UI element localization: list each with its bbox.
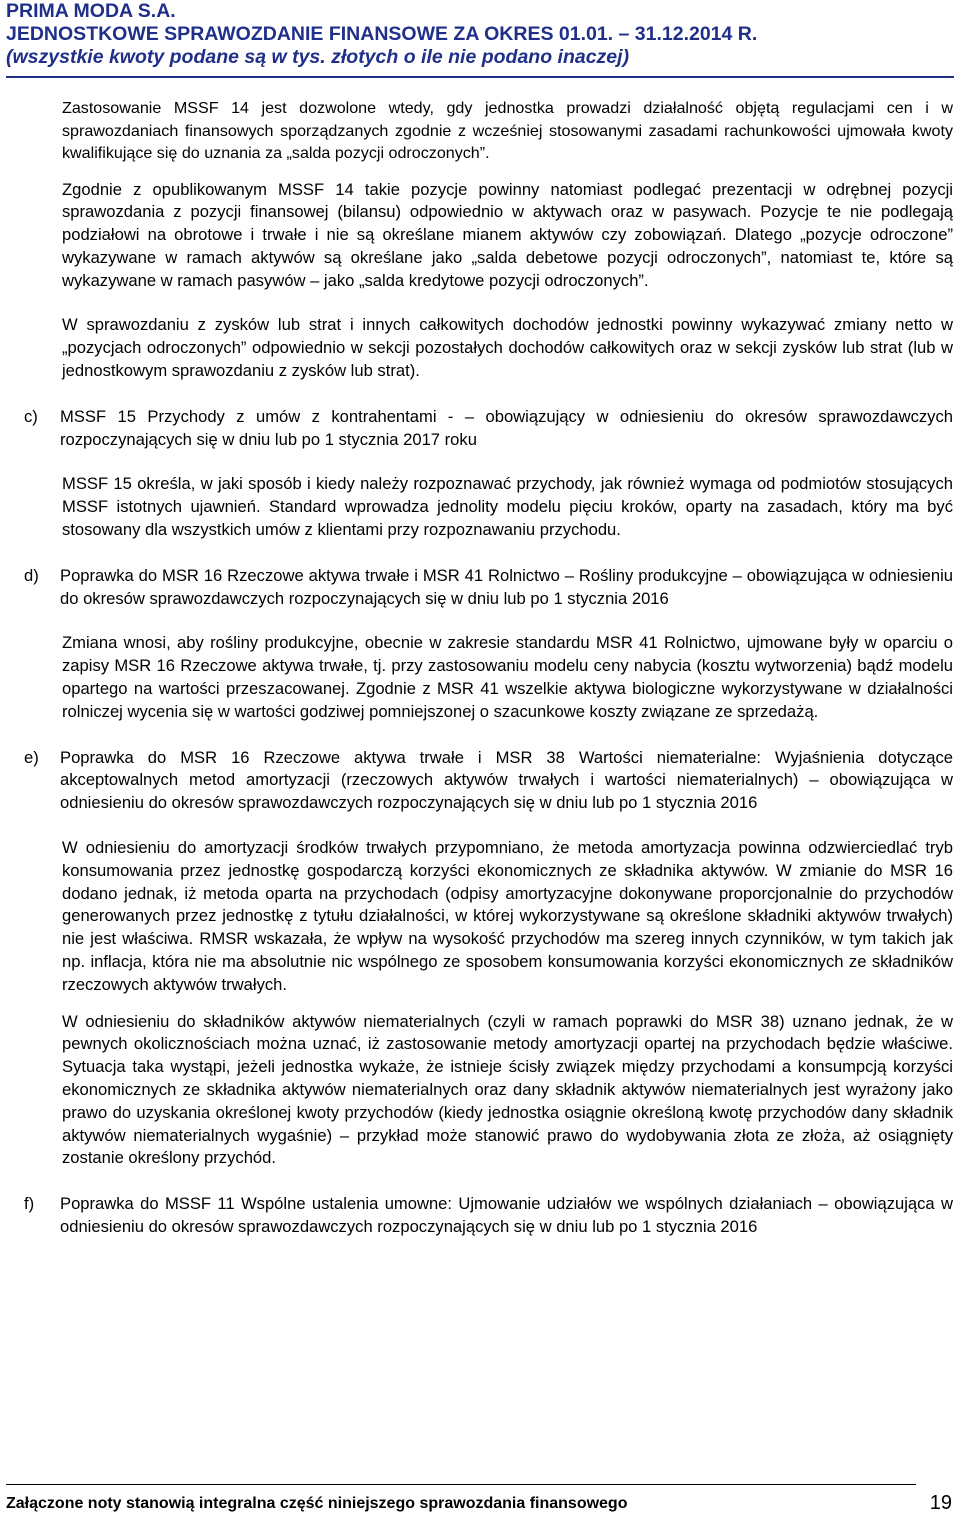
header-divider	[6, 76, 954, 78]
footer-divider	[6, 1484, 916, 1485]
section-heading: Poprawka do MSSF 11 Wspólne ustalenia umowne: Ujmowanie udziałów we wspólnych działaniach – obowiązująca w odniesieniu do okresów sprawozdawczych rozpoczynających się w dniu lub po 1 stycznia 2016	[60, 1194, 953, 1236]
footer-note: Załączone noty stanowią integralna część niniejszego sprawozdania finansowego	[6, 1495, 628, 1512]
section-heading: Poprawka do MSR 16 Rzeczowe aktywa trwałe i MSR 41 Rolnictwo – Rośliny produkcyjne – obowiązująca w odniesieniu do okresów sprawozdawczych rozpoczynających się w dniu lub po 1 stycznia 2016	[60, 565, 953, 608]
mssf14-presentation-paragraph: Zgodnie z opublikowanym MSSF 14 takie pozycje powinny natomiast podlegać prezentacji w odrębnej pozycji sprawozdania z pozycji finansowej (bilansu) odpowiednio w aktywach oraz w pasywach. Pozycje te nie podlegają podziałowi na obrotowe i trwałe i nie są określane mianem aktywów czy zobowiązań. Dlatego „pozycje odroczone” wykazywane w ramach aktywów są określane jako „salda debetowe pozycji odroczonych”, natomiast te, które są wykazywane w ramach pasywów – jako „salda kredytowe pozycji odroczonych”.	[62, 179, 953, 290]
section-letter: e)	[24, 747, 39, 767]
section-e	[24, 747, 953, 815]
intro-paragraph: Zastosowanie MSSF 14 jest dozwolone wtedy, gdy jednostka prowadzi działalność objętą regulacjami cen i w sprawozdaniach finansowych sporządzanych zgodnie z wcześniej stosowanymi zasadami rachunkowości ujmowała kwoty kwalifikujące się do uznania za „salda pozycji odroczonych”.	[62, 99, 953, 162]
section-letter: f)	[24, 1194, 35, 1214]
section-c	[24, 406, 953, 452]
section-d-paragraph: Zmiana wnosi, aby rośliny produkcyjne, obecnie w zakresie standardu MSR 41 Rolnictwo, ujmowane były w oparciu o zapisy MSR 16 Rzeczowe aktywa trwałe, tj. przy zastosowaniu modelu ceny nabycia (kosztu wytworzenia) bądź modelu opartego na wartości przeszacowanej. Zgodnie z MSR 41 wszelkie aktywa biologiczne wykorzystywane w działalności rolniczej wycenia się w wartości godziwej pomniejszonej o szacunkowe koszty związane ze sprzedażą.	[62, 633, 953, 721]
section-d	[24, 565, 953, 611]
section-e-paragraph-2: W odniesieniu do składników aktywów niematerialnych (czyli w ramach poprawki do MSR 38) uznano jednak, że w pewnych okolicznościach można uznać, iż zastosowanie metody amortyzacji opartej na przychodach będzie właściwe. Sytuacja taka wystąpi, jeżeli jednostka wykaże, że istnieje ścisły związek między przychodami a konsumpcją korzyści ekonomicznych ze składnika aktywów niematerialnych oraz dany składnik aktywów niematerialnych jest wyrażony jako prawo do uzyskania określonej kwoty przychodów (kiedy jednostka osiągnie określoną kwotę przychodów dany składnik aktywów niematerialnych wygaśnie) – przykład może stanowić prawo do wydobywania złota ze złoża, aż osiągnięty zostanie określony przychód.	[62, 1011, 953, 1168]
section-e-paragraph-1: W odniesieniu do amortyzacji środków trwałych przypomniano, że metoda amortyzacja powinna odzwierciedlać tryb konsumowania przez jednostkę gospodarczą korzyści ekonomicznych ze składnika aktywów. W zmianie do MSR 16 dodano jednak, iż metoda oparta na przychodach (odpisy amortyzacyjne dokonywane proporcjonalnie do przychodów generowanych przez jednostkę z tytułu działalności, w której wykorzystywane są określone składniki aktywów trwałych) nie jest właściwa. RMSR wskazała, że wpływ na wysokość przychodów ma szereg innych czynników, w tym takich jak np. inflacja, która nie ma absolutnie nic wspólnego ze sposobem konsumowania korzyści ekonomicznych ze składników rzeczowych aktywów trwałych.	[62, 838, 953, 994]
page-number: 19	[929, 1492, 952, 1514]
document-header	[6, 0, 946, 69]
section-f	[24, 1193, 953, 1239]
section-heading: Poprawka do MSR 16 Rzeczowe aktywa trwałe i MSR 38 Wartości niematerialne: Wyjaśnienia dotyczące akceptowalnych metod amortyzacji (rzeczowych aktywów trwałych i wartości niematerialnych) – obowiązująca w odniesieniu do okresów sprawozdawczych rozpoczynających się w dniu lub po 1 stycznia 2016	[60, 747, 953, 813]
section-heading: MSSF 15 Przychody z umów z kontrahentami - – obowiązujący w odniesieniu do okresów sprawozdawczych rozpoczynających się w dniu lub po 1 stycznia 2017 roku	[60, 406, 953, 449]
mssf14-income-paragraph: W sprawozdaniu z zysków lub strat i innych całkowitych dochodów jednostki powinny wykazywać zmiany netto w „pozycjach odroczonych” odpowiednio w sekcji pozostałych dochodów całkowitych oraz w sekcji zysków lub strat (lub w jednostkowym sprawozdaniu z zysków lub strat).	[62, 315, 953, 381]
section-letter: c)	[24, 406, 38, 426]
currency-note: (wszystkie kwoty podane są w tys. złotych o ile nie podano inaczej)	[6, 46, 630, 68]
document-body	[0, 97, 960, 1239]
company-name: PRIMA MODA S.A.	[6, 0, 176, 22]
section-letter: d)	[24, 565, 39, 585]
report-title: JEDNOSTKOWE SPRAWOZDANIE FINANSOWE ZA OKRES 01.01. – 31.12.2014 R.	[6, 23, 758, 45]
section-c-paragraph: MSSF 15 określa, w jaki sposób i kiedy należy rozpoznawać przychody, jak również wymaga od podmiotów stosujących MSSF istotnych ujawnień. Standard wprowadza jednolity modelu pięciu kroków, oparty na zasadach, który ma być stosowany dla wszystkich umów z klientami przy rozpoznawaniu przychodu.	[62, 474, 953, 540]
